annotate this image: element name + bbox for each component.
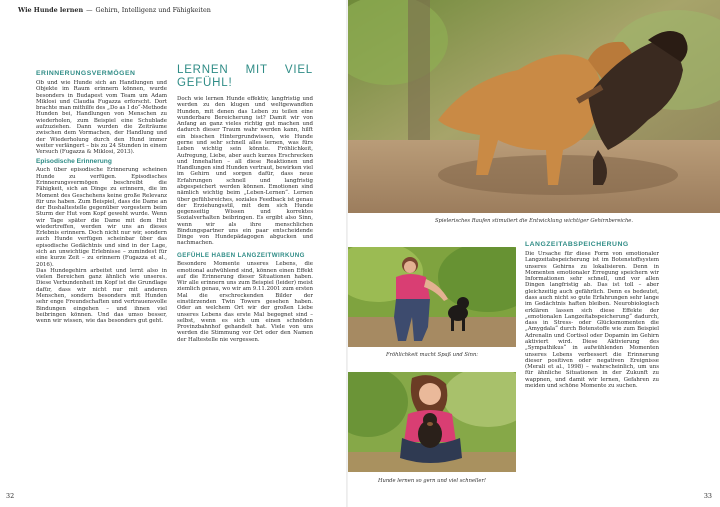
subheading-episodische-erinnerung: Episodische Erinnerung	[36, 158, 112, 166]
subheading-gefuehle-langzeitwirkung: GEFÜHLE HABEN LANGZEITWIRKUNG	[177, 251, 305, 259]
paragraph: Ob und wie Hunde sich an Handlungen und Objekte im Raum erinnern können, wurde besonders in Budapest vom Team um Adam Miklosi und Claudia Fugazza erforscht. Dort brachte man mithilfe des „Do as I do“-Methode Hunden bei, Handlungen von Menschen zu wiederholen, zum Beispiel eine Schublade aufzuziehen. Dann wurden die Zeiträume zwischen dem Vormachen, der Handlung und der Wiederholung durch den Hund immer weiter verlängert – bis zu 24 Stunden in einem Versuch (Fugazza & Miklosi, 2013).	[36, 80, 167, 156]
running-head-topic: Gehirn, Intelligenz und Fähigkeiten	[95, 6, 211, 14]
caption-woman-puppy: Hunde lernen so gern und viel schneller!	[377, 478, 487, 484]
paragraph: Die Ursache für diese Form von emotionaler Langzeitabspeicherung ist im Botenstoffsystem unseres Gehirns zu lokalisieren. Denn in Momenten emotionaler Erregung speichern wir Informationen sehr schnell, und vor allen Dingen langfristig ab. Das ist toll – aber gleichzeitig auch gefährlich. Denn es bedeutet, dass auch nicht so gute Erfahrungen sehr lange im Gedächtnis haften bleiben. Neurobiologisch erklären lassen sich diese Effekte der „emotionalen Langzeitabspeicherung“ dadurch, dass in Stress- oder Glücksmomenten die „Amygdala“ durch Botenstoffe wie zum Beispiel Adrenalin und Cortisol oder Dopamin im Gehirn aktiviert wird. Diese Aktivierung des „Sympathikus“ in aufwühlenden Momenten unseres Lebens verbessert die Erinnerung dieser positiven oder negativen Ereignisse (Merali et al., 1998) – wahrscheinlich, um uns für ähnliche Situationen in der Zukunft zu wappnen, und damit wir lernen, Gefahren zu meiden und schöne Momente zu suchen.	[525, 251, 659, 389]
heading-erinnerungsvermoegen: ERINNERUNGSVERMÖGEN	[36, 70, 136, 77]
paragraph: Doch wie lernen Hunde effektiv, langfristig und werden zu den klugen und weltgewandten Hunden, mit denen das Leben zu teilen eine wunderbare Bereicherung ist? Damit wir von Anfang an ganz vieles richtig gut machen und dadurch dieser Traum wahr werden kann, hilft ein bisschen Hintergrundwissen, wie Hunde gerne und sehr schnell alles lernen, was fürs Leben wichtig sein könnte. Fröhlichkeit, Aufregung, Liebe, aber auch kurzes Erschrecken und Innehalten – all diese Reaktionen und Handlungen sind Hunden vertraut, bewirken viel im Gehirn und sorgen dafür, dass neue Erfahrungen schnell und langfristig abgespeichert werden können. Emotionen sind nämlich wichtig beim „Leben-Lernen“. Lernen über gefühlsreiches, soziales Feedback ist genau der Erziehungsstil, mit dem sich Hunde gegenseitig Wissen und korrektes Sozialverhalten beibringen. Es ergibt also Sinn, wenn wir als ihre menschlichen Bindungspartner uns ein paar entscheidende Dinge von Hundepädagogen abgucken und nachmachen.	[177, 96, 313, 247]
running-head-separator: —	[86, 6, 93, 14]
page-number-right: 33	[703, 492, 712, 500]
left-column-2	[177, 64, 313, 343]
running-head-chapter: Wie Hunde lernen	[18, 6, 84, 14]
running-head	[18, 6, 211, 14]
woman-holding-puppy-image	[348, 372, 516, 472]
right-page	[348, 0, 720, 507]
woman-playing-dog-image	[348, 247, 516, 347]
dogs-playing-image	[348, 0, 720, 213]
page-number-left: 32	[6, 492, 15, 500]
heading-lernen-mit-viel-gefuehl: LERNEN MIT VIEL GEFÜHL!	[177, 64, 313, 89]
left-column-1	[36, 70, 167, 324]
paragraph: Das Hundegehirn arbeitet und lernt also in vielen Bereichen ganz ähnlich wie unseres. Diese Verbundenheit im Kopf ist die Grundlage dafür, dass wir nicht nur mit anderen Menschen, sondern besonders mit Hunden sehr enge Freundschaften und vertrauensvolle Bindungen eingehen – und ihnen viel beibringen können. Und das umso besser, wenn wir wissen, wie das besonders gut geht.	[36, 267, 167, 325]
paragraph: Besondere Momente unseres Lebens, die emotional aufwühlend sind, können einen Effekt auf die Erinnerung dieser Situationen haben. Wir alle erinnern uns zum Beispiel (leider) meist ziemlich genau, wo wir am 9.11.2001 zum ersten Mal die erschreckenden Bilder der einstürzenden Twin Towers gesehen haben. Oder an welchem Ort wir der großen Liebe unseres Lebens das erste Mal begegnet sind – selbst, wenn es sich um einen schnöden Provinzbahnhof gehandelt hat. Viele von uns werden die Stimmung vor Ort oder den Namen der Haltestelle nie vergessen.	[177, 261, 313, 343]
heading-langzeitabspeicherung: LANGZEITABSPEICHERUNG	[525, 241, 629, 248]
left-page	[0, 0, 348, 507]
caption-woman-dog: Fröhlichkeit macht Spaß und Sinn:	[385, 352, 479, 358]
paragraph: Auch über episodische Erinnerung scheinen Hunde zu verfügen. Episodisches Erinnerungsvermögen beschreibt die Fähigkeit, sich an Dinge zu erinnern, die im Moment des Geschehens keine große Relevanz für uns haben. Zum Beispiel, dass die Dame an der Bushaltestelle gegenüber vorgestern beim Sturm der Hut vom Kopf geweht wurde. Wenn wir Tage später die Dame mit dem Hut wiedertreffen, werden wir uns an dieses Erlebnis erinnern. Doch nicht nur wir, sondern auch Hunde verfügen scheinbar über das episodische Gedächtnis und sind in der Lage, sich an unwichtige Erlebnisse – zumindest für eine kurze Zeit – zu erinnern (Fugazza et al., 2016).	[36, 167, 167, 268]
right-text-column	[525, 241, 659, 389]
caption-dogs: Spielerisches Raufen stimuliert die Entwicklung wichtiger Gehirnbereiche.	[434, 218, 634, 224]
